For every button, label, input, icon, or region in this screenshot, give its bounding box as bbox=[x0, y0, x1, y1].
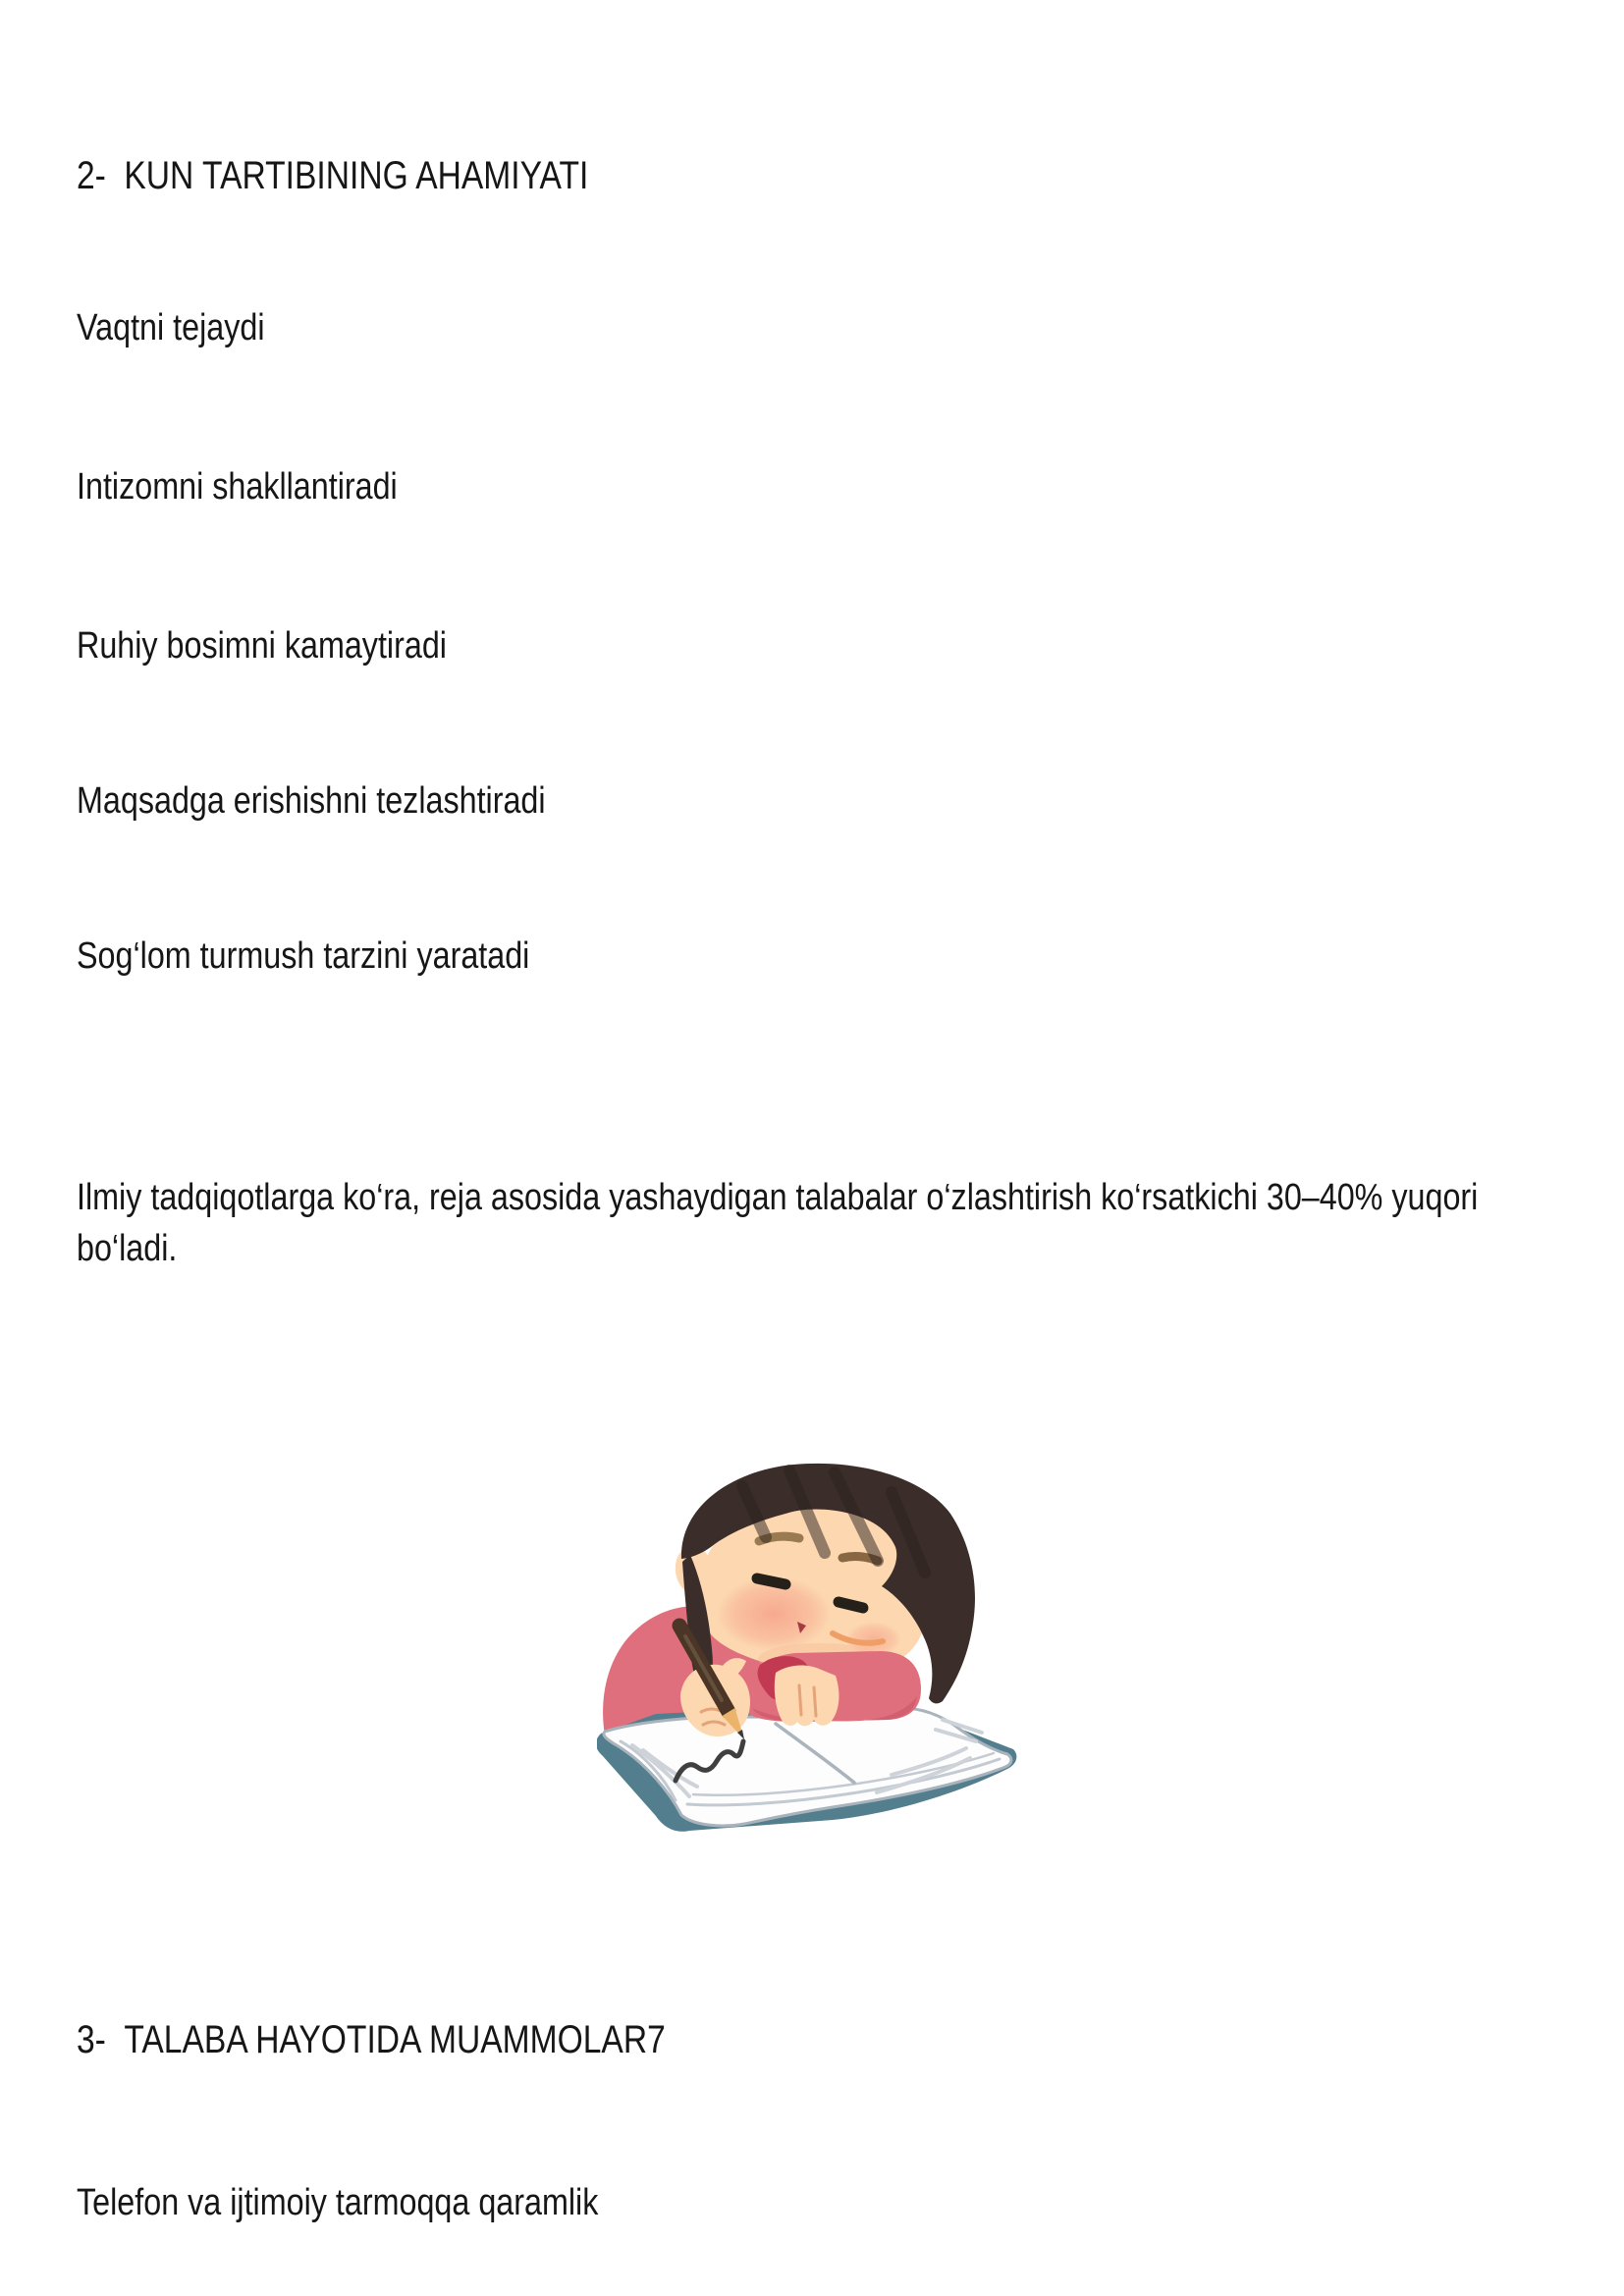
closed-eye-right bbox=[839, 1602, 863, 1608]
section-3-heading bbox=[77, 2016, 666, 2063]
list-item-telefon: Telefon va ijtimoiy tarmoqqa qaramlik bbox=[77, 2182, 599, 2223]
list-item-maqsadga: Maqsadga erishishni tezlashtiradi bbox=[77, 780, 546, 822]
section-3-title: TALABA HAYOTIDA MUAMMOLAR7 bbox=[124, 2018, 666, 2061]
blush-left bbox=[717, 1576, 831, 1651]
list-item-soglom-turmush: Sog‘lom turmush tarzini yaratadi bbox=[77, 935, 530, 977]
section-3-marker: 3- bbox=[77, 2018, 106, 2061]
section-2-marker: 2- bbox=[77, 154, 106, 197]
paragraph-line-2: bo‘ladi. bbox=[77, 1228, 178, 1269]
closed-eye-left bbox=[757, 1578, 785, 1584]
paragraph-line-1: Ilmiy tadqiqotlarga ko‘ra, reja asosida yashaydigan talabalar o‘zlashtirish ko‘rsatkichi 30–40% yuqori bbox=[77, 1177, 1479, 1218]
list-item-intizomni: Intizomni shakllantiradi bbox=[77, 466, 398, 507]
list-item-vaqtni-tejaydi: Vaqtni tejaydi bbox=[77, 307, 265, 348]
section-2-title: KUN TARTIBINING AHAMIYATI bbox=[124, 154, 589, 197]
right-hand-fingers bbox=[775, 1666, 839, 1727]
sleepy-student-illustration bbox=[597, 1459, 1031, 1834]
section-2-heading bbox=[77, 152, 588, 199]
list-item-ruhiy-bosimni: Ruhiy bosimni kamaytiradi bbox=[77, 625, 447, 667]
